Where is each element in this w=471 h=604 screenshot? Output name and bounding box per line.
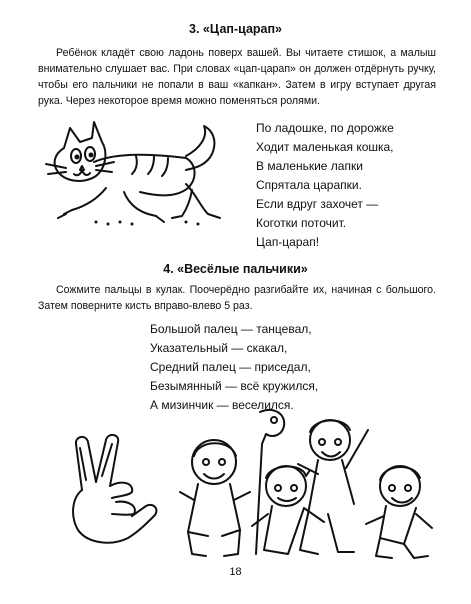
poem-line: Указательный — скакал, [150, 341, 288, 355]
cat-illustration [36, 118, 236, 230]
poem-line: А мизинчик — веселился. [150, 398, 294, 412]
poem-line: Цап-царап! [256, 235, 320, 249]
hand-illustration [62, 420, 172, 550]
poem-line: По ладошке, по дорожке [256, 121, 394, 135]
poem-line: Средний палец — приседал, [150, 360, 311, 374]
poem-line: Если вдруг захочет — [256, 197, 379, 211]
section-3-paragraph [38, 45, 436, 109]
section-3-title: 3. «Цап-царап» [189, 22, 282, 36]
poem-line: Безымянный — всё кружился, [150, 379, 319, 393]
poem-line: Большой палец — танцевал, [150, 322, 312, 336]
children-illustration [178, 404, 440, 564]
section-4-paragraph [38, 282, 436, 314]
poem-line: Ходит маленькая кошка, [256, 140, 394, 154]
poem-line: Спрятала царапки. [256, 178, 362, 192]
section-4-paragraph-text: Сожмите пальцы в кулак. Поочерёдно разгибайте их, начиная с большого. Затем поверните кисть вправо-влево 5 раз. [38, 284, 436, 312]
page-number: 18 [229, 566, 242, 578]
poem-line: В маленькие лапки [256, 159, 363, 173]
section-4-poem [150, 320, 318, 415]
section-3-poem [256, 119, 394, 252]
section-4-title: 4. «Весёлые пальчики» [163, 262, 308, 276]
poem-line: Коготки поточит. [256, 216, 347, 230]
section-3-paragraph-text: Ребёнок кладёт свою ладонь поверх вашей. Вы читаете стишок, а малыш внимательно слушает вас. При словах «цап-царап» он должен отдёрнуть ручку, чтобы его пальчики не попали в ваш «капкан». Затем в игру вступает другая рука. Через некоторое время можно поменяться ролями. [38, 47, 436, 107]
